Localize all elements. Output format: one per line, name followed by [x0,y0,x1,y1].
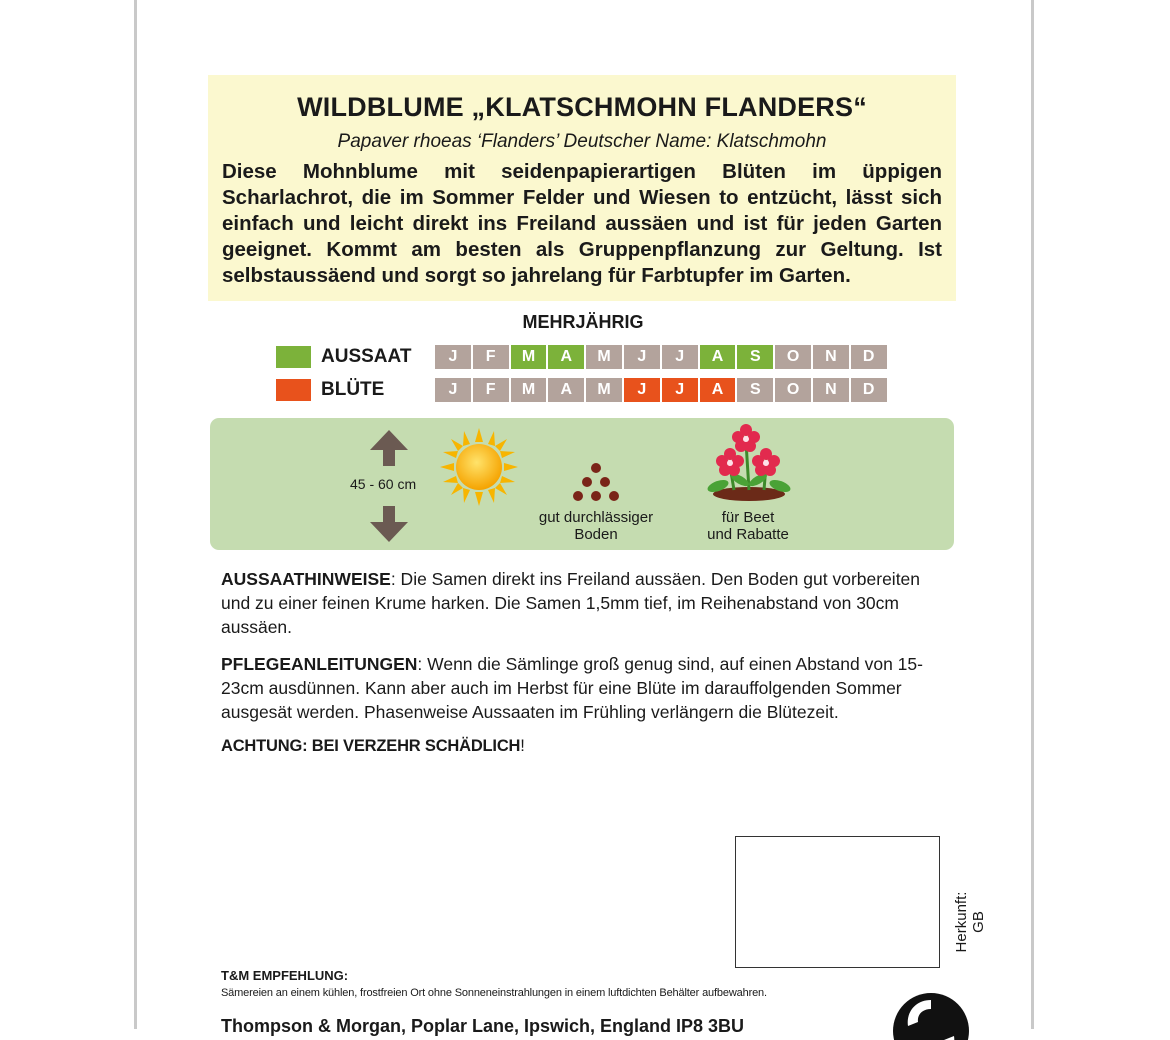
bloom-month-3: M [511,378,547,402]
care-instructions-text: : Wenn die Sämlinge groß genug sind, auf einen Abstand von 15-23cm ausdünnen. Kann aber auch im Herbst für eine Blüte im darauffolgenden Sommer ausgesät werden. Phasenweise Aussaaten im Frühling verlängern die Blütezeit. [221,654,923,722]
sow-month-5: M [586,345,622,369]
sowing-months [435,345,889,369]
bloom-month-8: A [700,378,736,402]
packet-edge-left [134,0,137,1029]
bed-label [688,509,808,543]
sowing-instructions-title: AUSSAATHINWEISE [221,569,391,589]
product-description: Diese Mohnblume mit seidenpapierartigen Blüten im üppigen Scharlachrot, die im Sommer Felder und Wiesen to entzücht, lässt sich einfach und leicht direkt ins Freiland aussäen und ist für jeden Garten geeignet. Kommt am besten als Gruppenpflanzung zur Geltung. Ist selbstaussäend und sorgt so jahrelang für Farbtupfer im Garten. [222,160,942,287]
header-box [208,75,956,301]
bloom-months [435,378,889,402]
bloom-calendar-row [276,378,889,402]
bed-label-line-1: für Beet [721,509,775,526]
sowing-label: AUSSAAT [321,346,412,367]
sowing-calendar-row [276,345,889,369]
bed-label-line-2: und Rabatte [707,526,789,543]
bloom-month-7: J [662,378,698,402]
sowing-instructions [221,567,951,639]
packet-edge-right [1031,0,1034,1029]
sow-month-3: M [511,345,547,369]
sow-month-4: A [548,345,584,369]
sow-month-9: S [737,345,773,369]
sow-month-7: J [662,345,698,369]
bloom-month-6: J [624,378,660,402]
bloom-month-12: D [851,378,887,402]
warning-text [221,737,525,756]
care-instructions-title: PFLEGEANLEITUNGEN [221,654,418,674]
plant-type-label: MEHRJÄHRIG [522,312,644,332]
bloom-month-11: N [813,378,849,402]
bloom-swatch [276,379,311,401]
flower-bed-icon [704,424,794,502]
bloom-month-2: F [473,378,509,402]
botanical-name: Papaver rhoeas ‘Flanders’ Deutscher Name: Klatschmohn [337,131,827,152]
sow-month-11: N [813,345,849,369]
green-dot-recycling-icon [890,990,972,1040]
company-address: Thompson & Morgan, Poplar Lane, Ipswich, England IP8 3BU [221,1016,745,1036]
product-title: WILDBLUME „KLATSCHMOHN FLANDERS“ [297,92,867,122]
sow-month-2: F [473,345,509,369]
bloom-label: BLÜTE [321,379,385,400]
bloom-month-4: A [548,378,584,402]
bloom-month-10: O [775,378,811,402]
warning-mark: ! [520,737,525,755]
bloom-month-1: J [435,378,471,402]
sowing-instructions-text: : Die Samen direkt ins Freiland aussäen. Den Boden gut vorbereiten und zu einer feinen Krume harken. Die Samen 1,5mm tief, im Reihenabstand von 30cm aussäen. [221,569,921,637]
bloom-month-5: M [586,378,622,402]
soil-label-line-2: Boden [574,526,618,543]
label-blank-box [735,836,940,968]
full-sun-icon [440,428,518,506]
bloom-month-9: S [737,378,773,402]
sow-month-10: O [775,345,811,369]
soil-label [526,509,666,543]
sow-month-12: D [851,345,887,369]
soil-label-line-1: gut durchlässiger [538,509,654,526]
warning-main: ACHTUNG: BEI VERZEHR SCHÄDLICH [221,737,521,755]
sow-month-8: A [700,345,736,369]
recommendation-text: Sämereien an einem kühlen, frostfreien Ort ohne Sonneneinstrahlungen in einem luftdichten Behälter aufbewahren. [221,987,767,999]
sow-month-6: J [624,345,660,369]
care-instructions [221,652,951,724]
recommendation-title: T&M EMPFEHLUNG: [221,968,349,983]
soil-drainage-icon [570,462,622,504]
sow-month-1: J [435,345,471,369]
height-label: 45 - 60 cm [350,476,417,492]
origin-label: Herkunft: GB [953,891,987,953]
sowing-swatch [276,346,311,368]
